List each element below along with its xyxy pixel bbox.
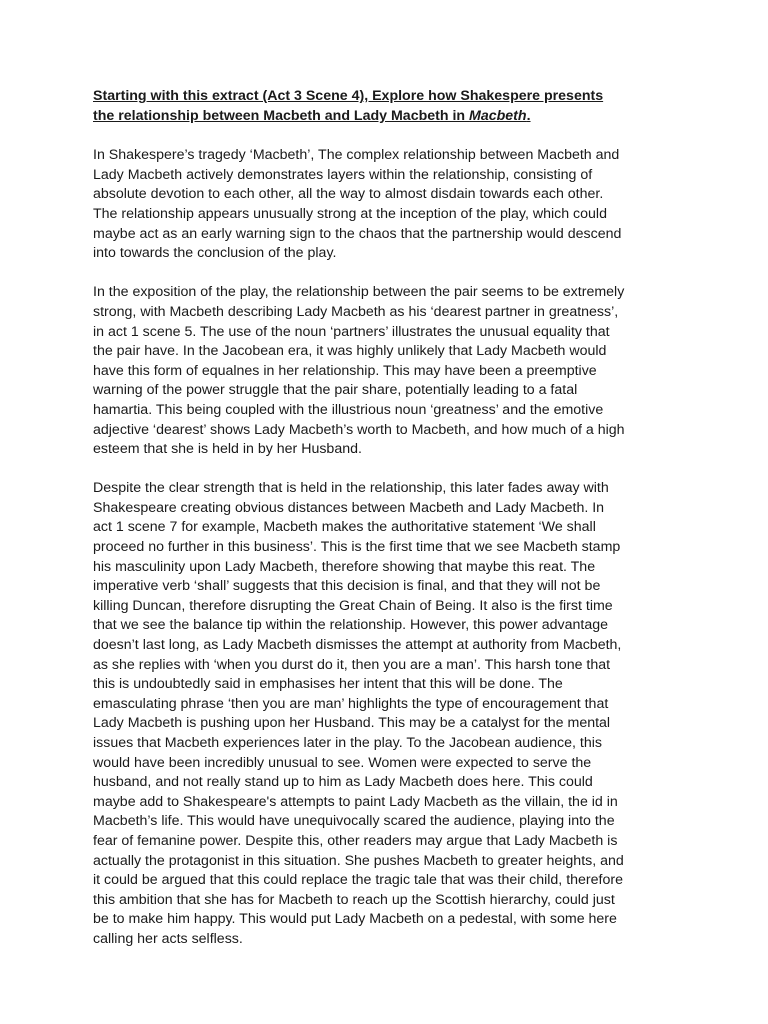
essay-title-period: . <box>526 107 531 124</box>
paragraph-line: proceed no further in this business’. This is the first time that we see Macbeth stamp <box>93 539 621 556</box>
paragraph-line: doesn’t last long, as Lady Macbeth dismisses the attempt at authority from Macbeth, <box>93 637 622 654</box>
paragraph-line: into towards the conclusion of the play. <box>93 245 337 262</box>
paragraph-line: Despite the clear strength that is held in the relationship, this later fades away with <box>93 480 609 497</box>
paragraph-line: as she replies with ‘when you durst do it, then you are a man’. This harsh tone that <box>93 656 611 673</box>
paragraph-line: act 1 scene 7 for example, Macbeth makes the authoritative statement ‘We shall <box>93 519 596 536</box>
paragraph-line: it could be argued that this could replace the tragic tale that was their child, therefore <box>93 872 623 889</box>
essay-paragraph <box>93 146 683 264</box>
essay-paragraph <box>93 479 683 949</box>
paragraph-line: In the exposition of the play, the relationship between the pair seems to be extremely <box>93 284 625 301</box>
paragraph-line: The relationship appears unusually strong at the inception of the play, which could <box>93 205 607 222</box>
paragraph-line: fear of femanine power. Despite this, other readers may argue that Lady Macbeth is <box>93 832 618 849</box>
paragraph-line: Lady Macbeth actively demonstrates layers within the relationship, consisting of <box>93 166 593 183</box>
paragraph-line: the pair have. In the Jacobean era, it was highly unlikely that Lady Macbeth would <box>93 343 607 360</box>
paragraph-line: In Shakespere’s tragedy ‘Macbeth’, The complex relationship between Macbeth and <box>93 147 620 164</box>
essay-title <box>93 87 683 126</box>
paragraph-line: Shakespeare creating obvious distances between Macbeth and Lady Macbeth. In <box>93 499 605 516</box>
paragraph-line: this is undoubtedly said in emphasises her intent that this will be done. The <box>93 676 563 693</box>
paragraph-line: strong, with Macbeth describing Lady Macbeth as his ‘dearest partner in greatness’, <box>93 303 619 320</box>
paragraph-line: calling her acts selfless. <box>93 930 243 947</box>
paragraph-line: warning of the power struggle that the pair share, potentially leading to a fatal <box>93 382 578 399</box>
document-page <box>93 87 683 969</box>
paragraph-line: maybe add to Shakespeare's attempts to paint Lady Macbeth as the villain, the id in <box>93 793 618 810</box>
paragraph-line: adjective ‘dearest’ shows Lady Macbeth’s worth to Macbeth, and how much of a high <box>93 421 625 438</box>
essay-title-line <box>93 107 683 127</box>
paragraph-line: in act 1 scene 5. The use of the noun ‘partners’ illustrates the unusual equality that <box>93 323 610 340</box>
paragraph-line: issues that Macbeth experiences later in the play. To the Jacobean audience, this <box>93 735 602 751</box>
paragraph-line: have this form of equalnes in her relationship. This may have been a preemptive <box>93 362 597 379</box>
essay-paragraph <box>93 283 683 459</box>
paragraph-line: that we see the balance tip within the relationship. However, this power advantage <box>93 617 609 634</box>
essay-body <box>93 146 683 949</box>
paragraph-line: killing Duncan, therefore disrupting the Great Chain of Being. It also is the first time <box>93 597 613 614</box>
paragraph-line: be to make him happy. This would put Lady Macbeth on a pedestal, with some here <box>93 911 617 928</box>
paragraph-line: esteem that she is held in by her Husband. <box>93 441 362 458</box>
paragraph-line: actually the protagonist in this situation. She pushes Macbeth to greater heights, and <box>93 852 624 869</box>
essay-title-line: Starting with this extract (Act 3 Scene 4), Explore how Shakespere presents <box>93 88 604 104</box>
paragraph-line: hamartia. This being coupled with the illustrious noun ‘greatness’ and the emotive <box>93 401 604 418</box>
paragraph-line: would have been incredibly unusual to see. Women were expected to serve the <box>93 754 592 771</box>
paragraph-line: imperative verb ‘shall’ suggests that this decision is final, and that they will not be <box>93 578 601 595</box>
paragraph-line: his masculinity upon Lady Macbeth, therefore showing that maybe this reat. The <box>93 558 596 575</box>
paragraph-line: this ambition that she has for Macbeth to reach up the Scottish hierarchy, could just <box>93 891 615 908</box>
paragraph-line: emasculating phrase ‘then you are man’ highlights the type of encouragement that <box>93 695 609 712</box>
essay-title-play-name: Macbeth <box>469 107 527 124</box>
paragraph-line: absolute devotion to each other, all the way to almost disdain towards each other. <box>93 186 604 203</box>
paragraph-line: maybe act as an early warning sign to the chaos that the partnership would descend <box>93 225 622 242</box>
paragraph-line: Lady Macbeth is pushing upon her Husband. This may be a catalyst for the mental <box>93 715 611 732</box>
paragraph-line: Macbeth’s life. This would have unequivocally scared the audience, playing into the <box>93 813 615 830</box>
essay-title-text: the relationship between Macbeth and Lady Macbeth in <box>93 107 470 124</box>
paragraph-line: husband, and not really stand up to him as Lady Macbeth does here. This could <box>93 774 593 791</box>
